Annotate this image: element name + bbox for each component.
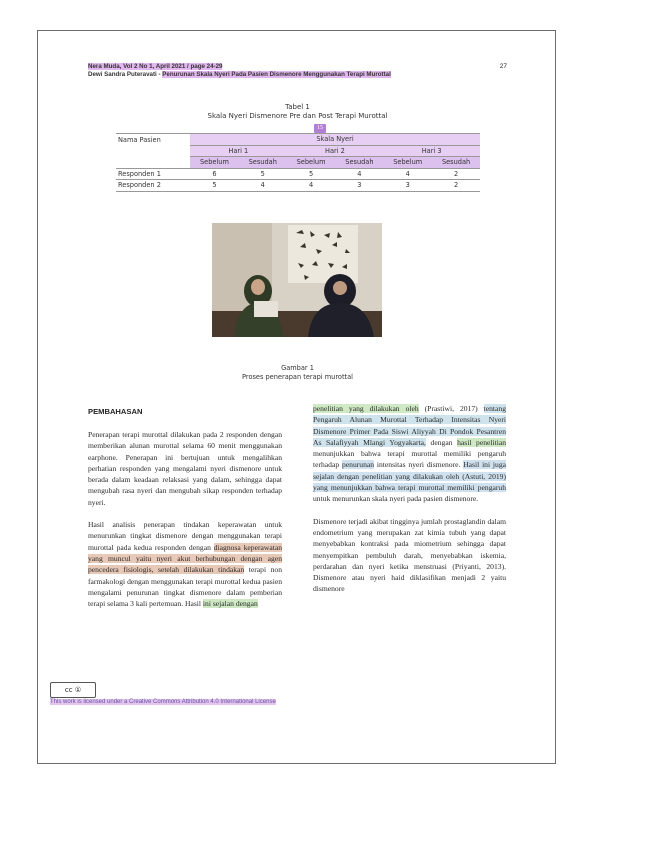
license-link[interactable]: This work is licensed under a Creative Commons Attribution 4.0 International License	[50, 699, 276, 705]
table-day-2: Hari 2	[287, 145, 384, 157]
table-header-name: Nama Pasien	[118, 135, 161, 144]
text-run: menunjukkan bahwa terapi murottal memiliki pengaruh terhadap	[313, 449, 506, 470]
table-row	[116, 168, 480, 180]
therapy-photo	[212, 223, 382, 337]
table-cell: 2	[453, 181, 459, 190]
header-authors: Dewi Sandra Puteravati -	[88, 71, 163, 78]
pain-scale-table	[116, 133, 480, 192]
left-column	[88, 429, 282, 620]
table-before: Sebelum	[190, 157, 239, 169]
journal-citation: Nera Muda, Vol 2 No 1, April 2021 / page 24-29	[88, 63, 223, 70]
table-day-1: Hari 1	[190, 145, 287, 157]
table-day-3: Hari 3	[383, 145, 480, 157]
text-run: dengan	[425, 437, 458, 447]
table-cell: 2	[453, 169, 459, 178]
highlighted-text: penurunan	[341, 460, 375, 470]
table-cell: 3	[357, 181, 362, 190]
table-title: Tabel 1	[285, 103, 310, 111]
table-after: Sesudah	[239, 157, 287, 169]
table-subtitle: Skala Nyeri Dismenore Pre dan Post Terapi Murottal	[207, 112, 388, 120]
highlighted-text: tentang Pengaruh Alunan Murottal Terhadap Intensitas Nyeri Dismenore Primer Pada Siswi Aliyyah Di Pondok Pesantren As Salafiyyah Mlangi Yogyakarta,	[313, 404, 507, 447]
table-row	[116, 180, 480, 192]
highlighted-text: ini sejalan dengan	[202, 599, 258, 609]
paragraph	[88, 519, 282, 609]
figure-caption: Proses penerapan terapi murottal	[242, 373, 353, 381]
highlighted-text: Hasil ini juga sejalan dengan penelitian yang dilakukan oleh (Astuti, 2019) yang menunjukkan bahwa terapi murottal memiliki pengaruh	[313, 460, 506, 493]
page-number: 27	[499, 63, 507, 70]
cc-icon: cc ①	[64, 686, 82, 694]
table-after: Sesudah	[432, 157, 480, 169]
table-cell: 4	[357, 169, 362, 178]
paragraph	[313, 403, 506, 505]
license-badge-area	[50, 682, 96, 698]
table-header-group: Skala Nyeri	[190, 134, 480, 146]
section-heading: PEMBAHASAN	[88, 407, 143, 416]
journal-header	[88, 63, 222, 70]
photo-illustration	[212, 223, 382, 337]
paragraph: Penerapan terapi murottal dilakukan pada 2 responden dengan memberikan alunan murottal selama 60 menit menggunakan earphone. Penerapan ini bertujuan untuk mengalihkan perhatian responden yang mengalami nyeri dismenore untuk berada dalam keadaan relaksasi yang dalam, sehingga dapat mengubah rasa nyeri dan mengubah sikap responden terhadap nyeri.	[88, 430, 282, 507]
annotation-marker: 15	[314, 124, 326, 133]
text-run: (Prastiwi, 2017)	[418, 404, 484, 413]
highlighted-text: diagnosa keperawatan yang muncul yaitu nyeri akut berhubungan dengan agen pencedera fisiologis, setelah dilakukan tindakan	[88, 542, 282, 575]
table-cell: 3	[405, 181, 410, 190]
table-cell: 5	[260, 169, 265, 178]
highlighted-text: hasil penelitian	[457, 437, 506, 447]
text-run: untuk menurunkan skala nyeri pada pasien dismenore.	[313, 494, 479, 504]
row-label: Responden 1	[118, 169, 161, 178]
article-header	[88, 71, 391, 78]
text-run: terapi non farmakologi dengan menggunakan terapi murottal kedua pasien mengalami penurunan tingkat dismenore dalam pemberian terapi selama 3 kali pertemuan. Hasil	[88, 565, 282, 609]
table-before: Sebelum	[287, 157, 336, 169]
table-before: Sebelum	[383, 157, 432, 169]
text-run: Hasil analisis penerapan tindakan keperawatan untuk menurunkan tingkat dismenore dengan menggunakan terapi murottal pada kedua responden dengan	[88, 520, 282, 552]
document-page	[37, 30, 556, 764]
table-cell: 6	[212, 169, 217, 178]
figure-title: Gambar 1	[281, 364, 314, 372]
cc-by-badge[interactable]	[50, 682, 96, 698]
table-cell: 5	[308, 169, 314, 178]
table-cell: 4	[405, 169, 410, 178]
table-cell: 4	[308, 181, 314, 190]
paragraph: Dismenore terjadi akibat tingginya jumlah prostaglandin dalam endometrium yang merupakan zat kimia tubuh yang dapat menyebabkan kontraksi pada miometrium sehingga dapat menyempitkan pembuluh darah, menyebabkan iskemia, perdarahan dan nyeri ketika menstruasi (Priyanti, 2013). Dismenore atau nyeri haid diklasifikan menjadi 2 yaitu dismenore	[313, 516, 506, 594]
table-after: Sesudah	[336, 157, 384, 169]
header-article-title: Penurunan Skala Nyeri Pada Pasien Dismenore Menggunakan Terapi Murottal	[162, 71, 391, 78]
table-cell: 5	[212, 181, 217, 190]
table-cell: 4	[260, 181, 265, 190]
row-label: Responden 2	[118, 181, 161, 190]
text-run: intensitas nyeri dismenore.	[374, 460, 464, 470]
right-column	[313, 403, 506, 606]
highlighted-text: penelitian yang dilakukan oleh	[313, 404, 419, 413]
